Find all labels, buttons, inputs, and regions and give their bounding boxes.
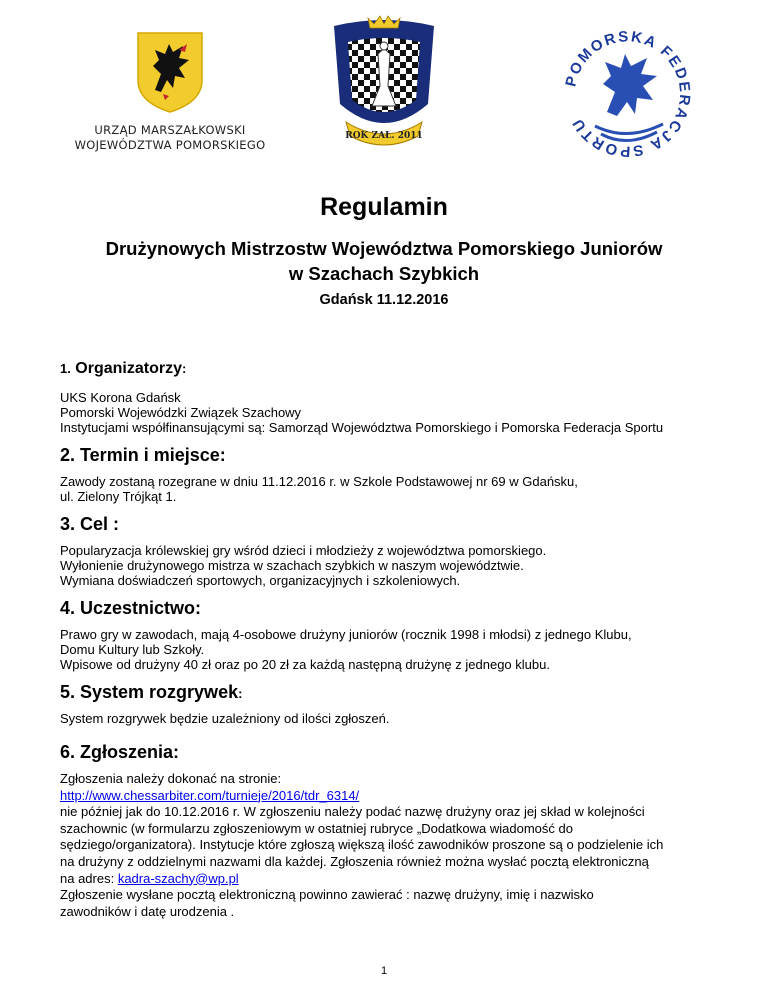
section-6-line6: na drużyny z oddzielnymi nazwami dla każdej. Zgłoszenia również można wysłać pocztą elektroniczną: [60, 853, 649, 869]
section-5-line1: System rozgrywek będzie uzależniony od ilości zgłoszeń.: [60, 711, 390, 726]
section-3-line2: Wyłonienie drużynowego mistrza w szachach szybkich w naszym województwie.: [60, 558, 524, 573]
section-5-title: 5. System rozgrywek: [60, 682, 239, 702]
organizer-2: Pomorski Wojewódzki Związek Szachowy: [60, 405, 302, 420]
section-3-line3: Wymiana doświadczeń sportowych, organizacyjnych i szkoleniowych.: [60, 573, 461, 588]
organizer-3: Instytucjami współfinansującymi są: Samorząd Województwa Pomorskiego i Pomorska Federacja Sportu: [60, 420, 664, 435]
organizer-1: UKS Korona Gdańsk: [60, 390, 181, 405]
section-6-line1: Zgłoszenia należy dokonać na stronie:: [60, 771, 282, 786]
pfs-ring-text: POMORSKA FEDERACJA SPORTU: [562, 28, 694, 159]
pomorska-federacja-sportu-logo: [545, 14, 710, 159]
logos-header: [0, 0, 768, 165]
section-6-line9: zawodników i datę urodzenia .: [60, 903, 235, 919]
pfs-griffin-icon: [545, 14, 710, 159]
page-number: 1: [380, 965, 388, 977]
urzad-caption-line1: URZĄD MARSZAŁKOWSKI: [94, 123, 246, 137]
pwzszach-logo: [328, 14, 440, 154]
urzad-caption-line2: WOJEWÓDZTWA POMORSKIEGO: [74, 138, 266, 152]
section-4-line3: Wpisowe od drużyny 40 zł oraz po 20 zł za każdą następną drużynę z jednego klubu.: [60, 657, 550, 672]
section-4-heading: 4. Uczestnictwo:: [60, 598, 202, 618]
email-link[interactable]: kadra-szachy@wp.pl: [117, 870, 239, 886]
place-date: Gdańsk 11.12.2016: [319, 292, 449, 308]
section-1-title: Organizatorzy: [75, 360, 182, 377]
pwzszach-banner-text: ROK ZAŁ. 2011: [345, 131, 423, 141]
section-5-colon: :: [238, 686, 243, 701]
section-6-line5: sędziego/organizatora). Instytucje które zgłoszą większą ilość zawodników proszone są o podzielenie ich: [60, 837, 664, 853]
section-1-number: 1.: [60, 361, 71, 376]
section-1-heading: [60, 360, 740, 378]
email-prefix: na adres:: [60, 870, 118, 886]
section-2-heading: 2. Termin i miejsce:: [60, 445, 226, 465]
subtitle-line1: Drużynowych Mistrzostw Województwa Pomorskiego Juniorów: [105, 238, 663, 259]
page-title: Regulamin: [320, 193, 448, 221]
section-2-line1: Zawody zostaną rozegrane w dniu 11.12.2016 r. w Szkole Podstawowej nr 69 w Gdańsku,: [60, 474, 578, 489]
registration-link[interactable]: http://www.chessarbiter.com/turnieje/2016/tdr_6314/: [60, 787, 360, 803]
section-6-line8: Zgłoszenie wysłane pocztą elektroniczną powinno zawierać : nazwę drużyny, imię i nazwisko: [60, 887, 594, 903]
section-4-line1: Prawo gry w zawodach, mają 4-osobowe drużyny juniorów (rocznik 1998 i młodsi) z jednego Klubu,: [60, 627, 632, 642]
section-6-line7: [60, 871, 740, 888]
section-6-heading: 6. Zgłoszenia:: [60, 742, 180, 762]
regulations-body: [60, 360, 740, 920]
section-6-line4: szachownic (w formularzu zgłoszeniowym w ostatniej rubryce „Dodatkowa wiadomość do: [60, 820, 573, 836]
urzad-marszalkowski-logo: [70, 30, 270, 155]
section-4-line2: Domu Kultury lub Szkoły.: [60, 642, 205, 657]
section-6-line3: nie później jak do 10.12.2016 r. W zgłoszeniu należy podać nazwę drużyny oraz jej skład w kolejności: [60, 804, 645, 820]
page-subtitle: [0, 236, 768, 286]
section-2-line2: ul. Zielony Trójkąt 1.: [60, 489, 177, 504]
section-5-heading: [60, 682, 740, 703]
section-1-colon: :: [181, 361, 187, 376]
section-3-heading: 3. Cel :: [60, 514, 120, 534]
chess-shield-icon: [328, 14, 440, 154]
griffin-shield-icon: [135, 30, 205, 115]
section-3-line1: Popularyzacja królewskiej gry wśród dzieci i młodzieży z województwa pomorskiego.: [60, 543, 547, 558]
subtitle-line2: w Szachach Szybkich: [288, 263, 480, 284]
